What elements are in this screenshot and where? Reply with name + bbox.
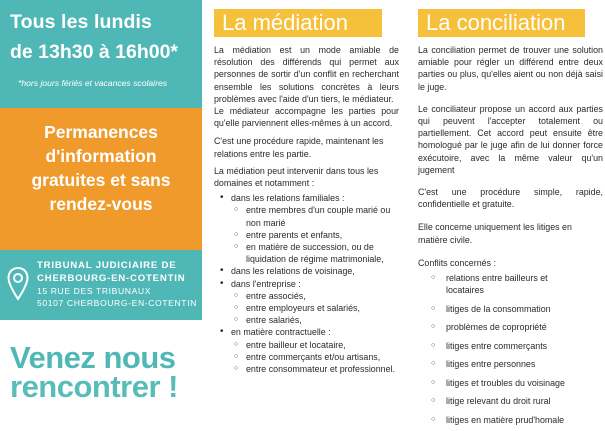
left-panel	[0, 0, 202, 431]
list-item: ○ entre bailleur et locataire,	[231, 339, 399, 351]
list-item: ○ litiges entre personnes	[418, 358, 603, 370]
list-item	[214, 326, 399, 375]
address-block	[0, 250, 202, 320]
list-item	[214, 192, 399, 265]
permanences-line: d'information	[45, 146, 157, 166]
list-item: ○ entre employeurs et salariés,	[231, 302, 399, 314]
list-item: ○ entre parents et enfants,	[231, 229, 399, 241]
list-item: ○ en matière de succession, ou de liquidation de régime matrimoniale,	[231, 241, 399, 265]
conciliation-title: La conciliation	[418, 9, 585, 37]
mediation-column	[214, 0, 399, 375]
slogan	[10, 340, 178, 404]
slogan-line: Venez nous	[10, 340, 176, 375]
location-pin-icon	[7, 267, 29, 301]
schedule-day: Tous les lundis	[10, 11, 152, 33]
list-item: ○ entre membres d'un couple marié ou non marié	[231, 204, 399, 228]
domain-label: dans les relations de voisinage,	[231, 266, 355, 277]
permanences-line: gratuites et sans	[31, 170, 171, 190]
mediation-paragraph: Le médiateur accompagne les parties pour qu'elle parviennent elles-mêmes à un accord.	[214, 106, 399, 129]
mediation-paragraph: C'est une procédure rapide, maintenant les relations entre les partie.	[214, 136, 384, 159]
mediation-domains-list	[214, 192, 399, 375]
court-city: 50107 CHERBOURG-EN-COTENTIN	[37, 298, 197, 308]
list-item: ○ litiges entre commerçants	[418, 340, 603, 352]
list-item: ○ litiges en matière prud'homale	[418, 414, 603, 426]
permanences-line: rendez-vous	[49, 194, 153, 214]
list-item: ○ litiges et troubles du voisinage	[418, 377, 603, 389]
schedule-block	[0, 0, 202, 108]
conciliation-paragraph: Le conciliateur propose un accord aux parties qui peuvent l'accepter totalement ou partiellement. Cet accord peut ensuite être homologué par le juge afin de lui donner force exécutoire, avec la même valeur qu'un jugement	[418, 103, 603, 175]
conciliation-paragraph: La conciliation permet de trouver une solution amiable pour régler un différend entre deux parties ou plus, qu'elles aient ou non déjà saisi le juge.	[418, 45, 603, 92]
list-item: ○ litige relevant du droit rural	[418, 395, 603, 407]
schedule-note: *hors jours fériés et vacances scolaires	[18, 78, 168, 88]
list-item: ○ entre associés,	[231, 290, 399, 302]
domain-label: dans les relations familiales :	[231, 193, 345, 204]
conciliation-paragraph: Elle concerne uniquement les litiges en matière civile.	[418, 222, 572, 245]
list-item: ○ problèmes de copropriété	[418, 321, 603, 333]
conciliation-paragraph: C'est une procédure simple, rapide, confidentielle et gratuite.	[418, 187, 603, 210]
court-name: CHERBOURG-EN-COTENTIN	[37, 273, 186, 284]
list-item: ○ entre consommateur et professionnel.	[231, 363, 399, 375]
mediation-paragraph: La médiation peut intervenir dans tous les domaines et notamment :	[214, 165, 379, 189]
list-item: ○ relations entre bailleurs et locataires	[418, 272, 568, 296]
court-name: TRIBUNAL JUDICIAIRE DE	[37, 260, 177, 271]
list-item	[214, 265, 399, 277]
mediation-title: La médiation	[214, 9, 382, 37]
list-item	[214, 278, 399, 327]
conciliation-column	[418, 0, 603, 431]
list-item: ○ litiges de la consommation	[418, 303, 603, 315]
permanences-block	[0, 108, 202, 250]
permanences-line: Permanences	[44, 122, 158, 142]
schedule-hours: de 13h30 à 16h00*	[10, 41, 179, 63]
mediation-paragraph: La médiation est un mode amiable de résolution des différends qui permet aux personnes de sortir d'un conflit en recherchant ensemble les solutions concrètes à leurs problèmes avec l'aide d'un tiers, le médiateur.	[214, 45, 399, 104]
list-item: ○ entre salariés,	[231, 314, 399, 326]
court-street: 15 RUE DES TRIBUNAUX	[37, 286, 152, 296]
slogan-line: rencontrer !	[10, 369, 178, 404]
list-item: ○ entre commerçants et/ou artisans,	[231, 351, 399, 363]
domain-label: en matière contractuelle :	[231, 327, 331, 338]
domain-label: dans l'entreprise :	[231, 278, 301, 289]
conflicts-list	[418, 272, 603, 426]
conciliation-paragraph: Conflits concernés :	[418, 257, 496, 268]
